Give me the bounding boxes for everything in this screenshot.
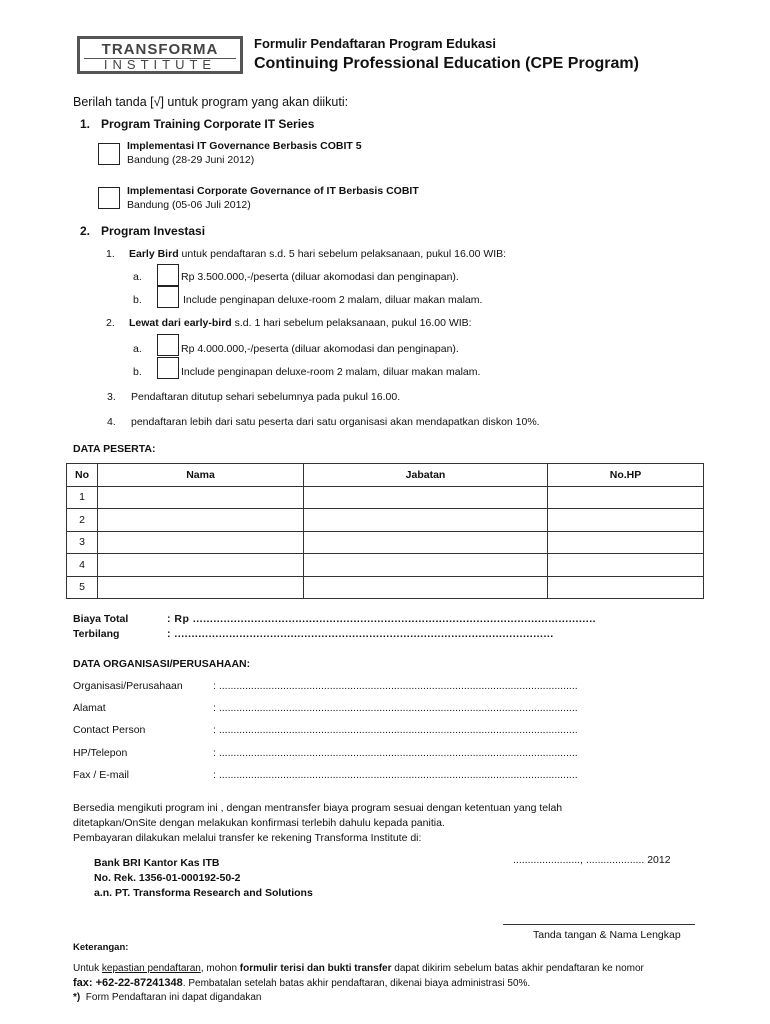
training-detail: Bandung (05-06 Juli 2012) [127, 199, 251, 211]
section1-title: Program Training Corporate IT Series [101, 117, 315, 131]
section2-number: 2. [80, 224, 91, 238]
peserta-table [66, 463, 704, 599]
col-no: No [67, 464, 98, 487]
point-number: 1. [106, 248, 115, 260]
keterangan-bold: formulir terisi dan bukti transfer [239, 963, 392, 974]
nama-cell[interactable] [98, 554, 304, 577]
closing-text: Pendaftaran ditutup sehari sebelumnya pada pukul 16.00. [131, 391, 401, 403]
nohp-cell[interactable] [548, 554, 704, 577]
training-title: Implementasi Corporate Governance of IT Berbasis COBIT [127, 185, 419, 197]
keterangan-heading: Keterangan: [73, 942, 129, 953]
late-rest: s.d. 1 hari sebelum pelaksanaan, pukul 16.00 WIB: [231, 317, 472, 329]
field-label: HP/Telepon [73, 747, 128, 759]
field-label: Alamat [73, 702, 106, 714]
logo-line2: INSTITUTE [103, 57, 217, 72]
organisasi-heading: DATA ORGANISASI/PERUSAHAAN: [73, 658, 251, 670]
keterangan-line3 [73, 992, 261, 1003]
keterangan-underline: kepastian pendaftaran [101, 963, 201, 974]
point-number: 3. [107, 391, 116, 403]
field-label: Contact Person [73, 724, 146, 736]
row-number: 3 [67, 531, 98, 554]
option-label: a. [133, 343, 142, 355]
table-row [67, 509, 704, 532]
option-text: Rp 4.000.000,-/peserta (diluar akomodasi dan penginapan). [181, 343, 459, 355]
checkbox-cgeit[interactable] [98, 187, 120, 209]
option-label: a. [133, 271, 142, 283]
biaya-total-label: Biaya Total [73, 613, 129, 625]
checkbox-early-bird-b[interactable] [157, 286, 179, 308]
logo-line1: TRANSFORMA [101, 41, 219, 58]
terbilang-label: Terbilang [73, 628, 120, 640]
row-number: 4 [67, 554, 98, 577]
jabatan-cell[interactable] [304, 509, 548, 532]
jabatan-cell[interactable] [304, 486, 548, 509]
checkbox-cobit5[interactable] [98, 143, 120, 165]
table-header-row [67, 464, 704, 487]
table-row [67, 576, 704, 599]
fax-email-field[interactable]: : ........................................................................................................................... [213, 769, 578, 781]
section2-title: Program Investasi [101, 224, 206, 238]
form-subtitle: Continuing Professional Education (CPE Program) [254, 55, 639, 72]
instruction: Berilah tanda [√] untuk program yang akan diikuti: [73, 95, 349, 109]
keterangan-text: Untuk [73, 963, 102, 974]
point-number: 4. [107, 416, 116, 428]
field-label: Organisasi/Perusahaan [73, 680, 183, 692]
nama-cell[interactable] [98, 576, 304, 599]
option-text: Include penginapan deluxe-room 2 malam, diluar makan malam. [181, 366, 481, 378]
row-number: 1 [67, 486, 98, 509]
telepon-field[interactable]: : ........................................................................................................................... [213, 747, 578, 759]
col-nohp: No.HP [548, 464, 704, 487]
checkbox-late-b[interactable] [157, 357, 179, 379]
statement-line: Pembayaran dilakukan melalui transfer ke rekening Transforma Institute di: [73, 832, 422, 844]
table-row [67, 531, 704, 554]
nohp-cell[interactable] [548, 509, 704, 532]
form-title: Formulir Pendaftaran Program Edukasi [254, 36, 497, 51]
row-number: 2 [67, 509, 98, 532]
late-text [129, 317, 472, 329]
nohp-cell[interactable] [548, 576, 704, 599]
alamat-field[interactable]: : ........................................................................................................................... [213, 702, 578, 714]
bank-account: No. Rek. 1356-01-000192-50-2 [94, 872, 241, 884]
option-label: b. [133, 294, 142, 306]
nohp-cell[interactable] [548, 486, 704, 509]
biaya-total-field[interactable]: : Rp ...................................................................................................................... [167, 613, 597, 625]
keterangan-line2 [73, 977, 530, 989]
nama-cell[interactable] [98, 486, 304, 509]
jabatan-cell[interactable] [304, 576, 548, 599]
checkbox-early-bird-a[interactable] [157, 264, 179, 286]
early-bird-rest: untuk pendaftaran s.d. 5 hari sebelum pelaksanaan, pukul 16.00 WIB: [178, 248, 507, 260]
early-bird-text [129, 248, 506, 260]
signature-label: Tanda tangan & Nama Lengkap [533, 929, 681, 941]
transforma-logo [77, 36, 243, 74]
nama-cell[interactable] [98, 531, 304, 554]
footnote-text: Form Pendaftaran ini dapat digandakan [85, 992, 262, 1003]
checkbox-late-a[interactable] [157, 334, 179, 356]
bank-name: Bank BRI Kantor Kas ITB [94, 857, 220, 869]
training-detail: Bandung (28-29 Juni 2012) [127, 154, 255, 166]
option-text: Rp 3.500.000,-/peserta (diluar akomodasi dan penginapan). [181, 271, 459, 283]
keterangan-text: . Pembatalan setelah batas akhir pendaftaran, dikenai biaya administrasi 50%. [182, 978, 531, 989]
keterangan-text: dapat dikirim sebelum batas akhir pendaftaran ke nomor [391, 963, 644, 974]
section1-number: 1. [80, 117, 91, 131]
late-bold: Lewat dari early-bird [129, 317, 232, 329]
date-line[interactable]: ......................., .................... 2012 [513, 854, 671, 866]
col-jabatan: Jabatan [304, 464, 548, 487]
early-bird-bold: Early Bird [129, 248, 179, 260]
nohp-cell[interactable] [548, 531, 704, 554]
jabatan-cell[interactable] [304, 554, 548, 577]
table-row [67, 554, 704, 577]
row-number: 5 [67, 576, 98, 599]
fax-number: fax: +62-22-87241348 [73, 977, 183, 989]
col-nama: Nama [98, 464, 304, 487]
discount-text: pendaftaran lebih dari satu peserta dari satu organisasi akan mendapatkan diskon 10%. [131, 416, 540, 428]
field-label: Fax / E-mail [73, 769, 130, 781]
bank-holder: a.n. PT. Transforma Research and Solutions [94, 887, 313, 899]
keterangan-line1 [73, 963, 644, 974]
point-number: 2. [106, 317, 115, 329]
table-row [67, 486, 704, 509]
option-label: b. [133, 366, 142, 378]
organisasi-field[interactable]: : ........................................................................................................................... [213, 680, 578, 692]
option-text: Include penginapan deluxe-room 2 malam, diluar makan malam. [183, 294, 483, 306]
statement-line: ditetapkan/OnSite dengan melakukan konfirmasi terlebih dahulu kepada panitia. [73, 817, 445, 829]
keterangan-text: , mohon [200, 963, 240, 974]
signature-line [503, 924, 695, 925]
jabatan-cell[interactable] [304, 531, 548, 554]
peserta-heading: DATA PESERTA: [73, 443, 156, 455]
terbilang-field[interactable]: : ............................................................................................................... [167, 628, 554, 640]
statement-line: Bersedia mengikuti program ini , dengan mentransfer biaya program sesuai dengan ketentuan yang telah [73, 802, 563, 814]
contact-person-field[interactable]: : ........................................................................................................................... [213, 724, 578, 736]
nama-cell[interactable] [98, 509, 304, 532]
footnote-star: *) [73, 992, 81, 1003]
training-title: Implementasi IT Governance Berbasis COBIT 5 [127, 140, 362, 152]
